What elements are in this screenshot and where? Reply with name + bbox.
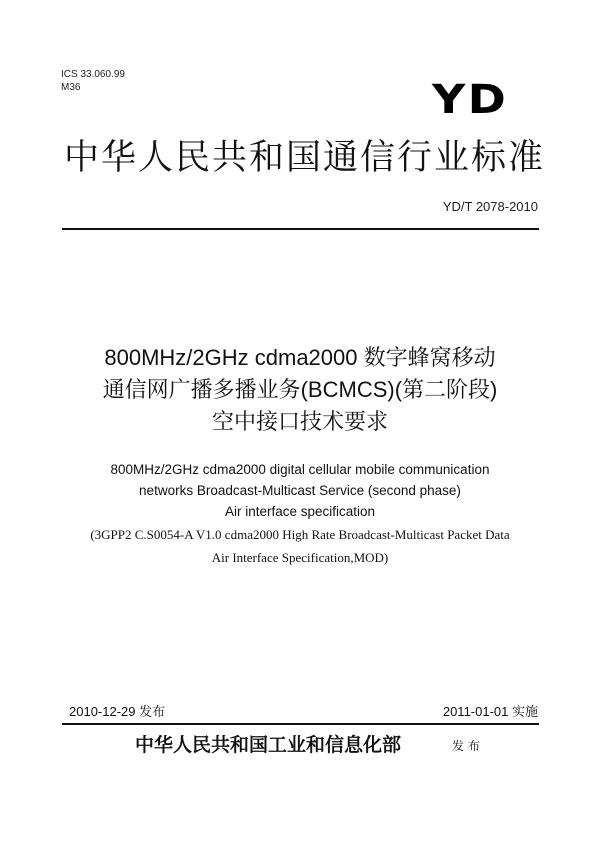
chinese-title-line: 800MHz/2GHz cdma2000 数字蜂窝移动 bbox=[104, 345, 496, 370]
standard-category-title: 中华人民共和国通信行业标准 bbox=[64, 138, 546, 177]
reference-line: Air Interface Specification,MOD) bbox=[211, 550, 389, 565]
english-title bbox=[0, 459, 600, 522]
reference-specification bbox=[0, 523, 600, 569]
english-title-line: networks Broadcast-Multicast Service (second phase) bbox=[139, 483, 461, 498]
footer-divider bbox=[62, 723, 539, 725]
chinese-title-line: 空中接口技术要求 bbox=[211, 409, 388, 434]
english-title-line: Air interface specification bbox=[224, 504, 376, 519]
classification-code: M36 bbox=[61, 82, 81, 93]
standard-number: YD/T 2078-2010 bbox=[442, 199, 538, 214]
english-title-line: 800MHz/2GHz cdma2000 digital cellular mobile communication bbox=[110, 462, 490, 477]
ics-code: ICS 33.060.99 bbox=[61, 69, 125, 80]
yd-logo: YD bbox=[432, 77, 509, 123]
classification-block bbox=[61, 68, 125, 94]
issuing-authority: 中华人民共和国工业和信息化部 bbox=[135, 734, 402, 756]
issuer-suffix: 发布 bbox=[452, 739, 485, 753]
implementation-date: 2011-01-01 实施 bbox=[442, 704, 538, 719]
reference-line: (3GPP2 C.S0054-A V1.0 cdma2000 High Rate Broadcast-Multicast Packet Data bbox=[90, 527, 510, 542]
chinese-title bbox=[0, 342, 600, 438]
header-divider bbox=[62, 228, 539, 230]
chinese-title-line: 通信网广播多播业务(BCMCS)(第二阶段) bbox=[102, 377, 498, 402]
release-date: 2010-12-29 发布 bbox=[69, 704, 166, 719]
